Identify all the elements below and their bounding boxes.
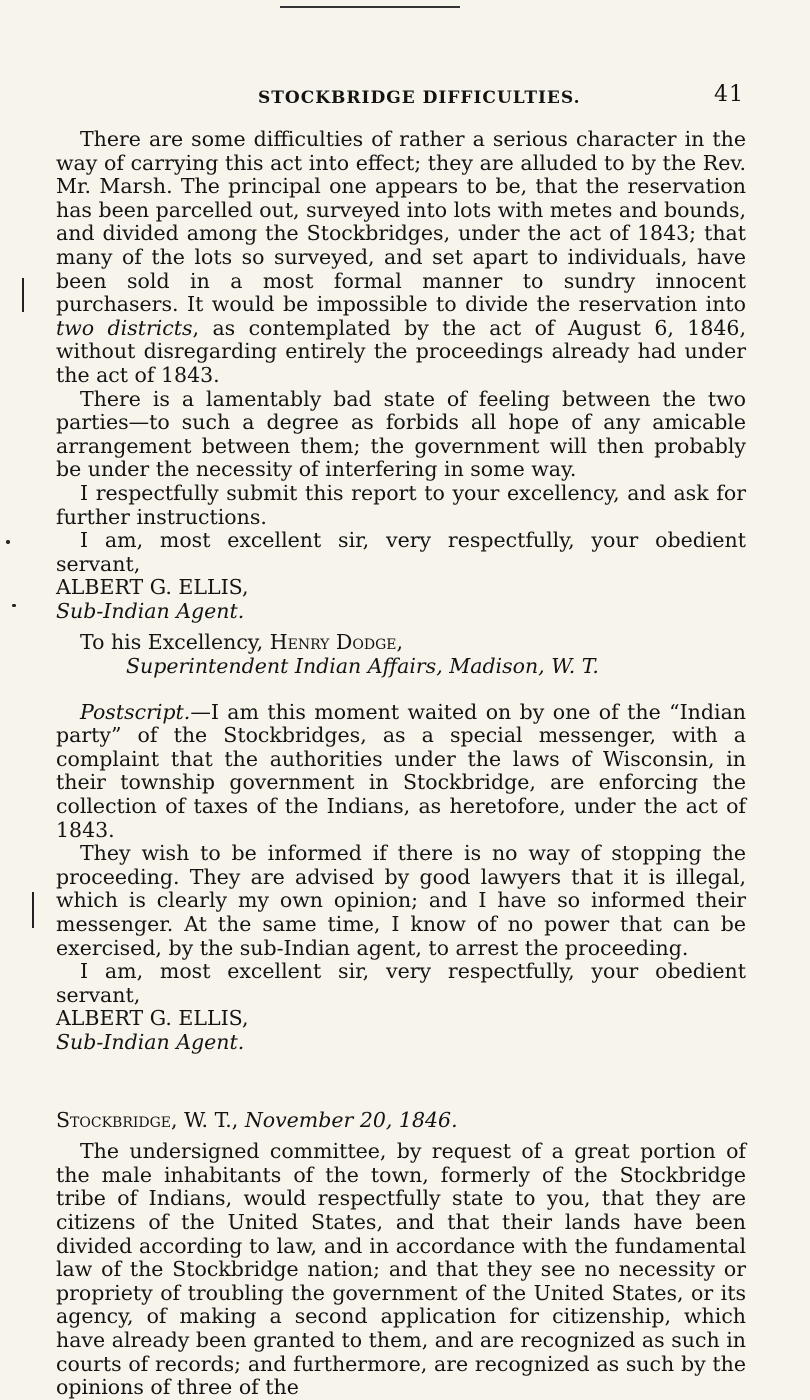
addressee-name: Henry Dodge, (269, 630, 403, 655)
spacer (56, 679, 746, 701)
margin-bar (22, 278, 24, 312)
postscript-label: Postscript. (80, 699, 191, 724)
page-body (56, 128, 746, 1400)
paragraph: They wish to be informed if there is no way of stopping the proceeding. They are advised by good lawyers that it is illegal, which is clearly my own opinion; and I have so informed their messenger. At the same time, I know of no power that can be exercised, by the sub-Indian agent, to arrest the proceeding. (56, 841, 746, 960)
top-rule (280, 0, 460, 8)
spacer (56, 1055, 746, 1109)
emphasis: two districts (56, 315, 193, 340)
margin-dot (12, 604, 16, 607)
addressee-office: Superintendent Indian Affairs, Madison, W. T. (126, 654, 599, 679)
margin-dot (6, 540, 10, 544)
paragraph: I respectfully submit this report to your excellency, and ask for further instructions. (56, 480, 746, 529)
paragraph: There are some difficulties of rather a serious character in the way of carrying this act into effect; they are alluded to by the Rev. Mr. Marsh. The principal one appears to be, that the reservation has been parcelled out, surveyed into lots with metes and bounds, and divided among the Stockbridges, under the act of 1843; that many of the lots so surveyed, and set apart to individuals, have been sold in a most formal manner to sundry innocent purchasers. It would be impossible to divide the reservation into two districts, as contemplated by the act of August 6, 1846, without disregarding entirely the proceedings already had under the act of 1843. (56, 127, 746, 387)
dateline-date: November 20, 1846. (244, 1107, 458, 1132)
page-number: 41 (714, 82, 744, 107)
signature: ALBERT G. ELLIS, (56, 575, 249, 600)
running-title: STOCKBRIDGE DIFFICULTIES. (258, 88, 581, 108)
dateline: Stockbridge, W. T., November 20, 1846. (56, 1107, 458, 1132)
signature-title: Sub-Indian Agent. (56, 598, 245, 623)
paragraph: Postscript.—I am this moment waited on by one of the “Indian party” of the Stockbridges, as a special messenger, with a complaint that the authorities under the laws of Wisconsin, in their township government in Stockbridge, are enforcing the collection of taxes of the Indians, as heretofore, under the act of 1843. (56, 699, 746, 842)
closing-line: I am, most excellent sir, very respectfully, your obedient servant, (56, 959, 746, 1007)
margin-bar (32, 892, 34, 928)
signature: ALBERT G. ELLIS, (56, 1006, 249, 1031)
paragraph: There is a lamentably bad state of feeling between the two parties—to such a degree as forbids all hope of any amicable arrangement between them; the government will then probably be under the necessity of interfering in some way. (56, 386, 746, 482)
signature-title: Sub-Indian Agent. (56, 1029, 245, 1054)
paragraph: The undersigned committee, by request of a great portion of the male inhabitants of the town, formerly of the Stockbridge tribe of Indians, would respectfully state to you, that they are citizens of the United States, and that their lands have been divided according to law, and in accordance with the fundamental law of the Stockbridge nation; and that they see no necessity or propriety of troubling the government of the United States, or its agency, of making a second application for citizenship, which have already been granted to them, and are recognized as such in courts of records; and furthermore, are recognized as such by the opinions of three of the (56, 1139, 746, 1400)
addressee-line: To his Excellency, Henry Dodge, (80, 630, 403, 655)
dateline-place: Stockbridge (56, 1107, 172, 1132)
closing-line: I am, most excellent sir, very respectfully, your obedient servant, (56, 528, 746, 576)
